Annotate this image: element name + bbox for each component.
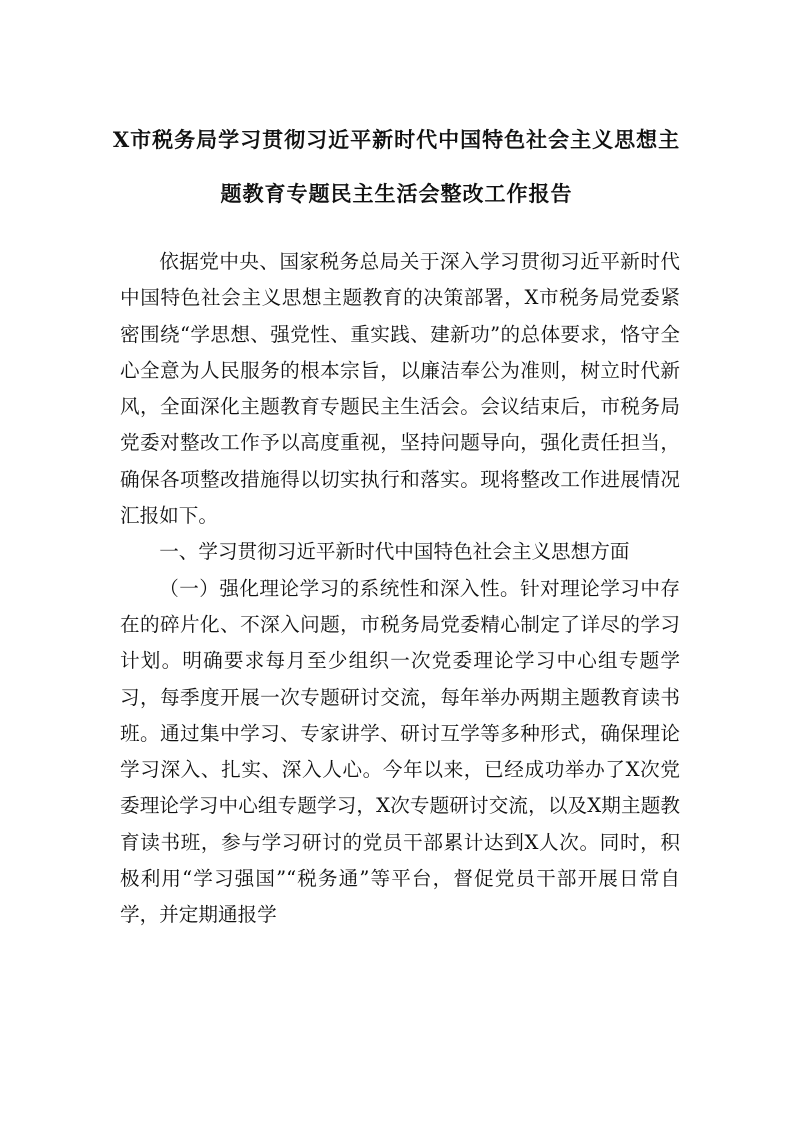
document-body bbox=[120, 244, 680, 934]
subsection-paragraph-1: （一）强化理论学习的系统性和深入性。针对理论学习中存在的碎片化、不深入问题，市税务局党委精心制定了详尽的学习计划。明确要求每月至少组织一次党委理论学习中心组专题学习，每季度开展一次专题研讨交流，每年举办两期主题教育读书班。通过集中学习、专家讲学、研讨互学等多种形式，确保理论学习深入、扎实、深入人心。今年以来，已经成功举办了X次党委理论学习中心组专题学习，X次专题研讨交流，以及X期主题教育读书班，参与学习研讨的党员干部累计达到X人次。同时，积极利用“学习强国”“税务通”等平台，督促党员干部开展日常自学，并定期通报学 bbox=[120, 576, 680, 927]
intro-paragraph: 依据党中央、国家税务总局关于深入学习贯彻习近平新时代中国特色社会主义思想主题教育的决策部署，X市税务局党委紧密围绕“学思想、强党性、重实践、建新功”的总体要求，恪守全心全意为人民服务的根本宗旨，以廉洁奉公为准则，树立时代新风，全面深化主题教育专题民主生活会。会议结束后，市税务局党委对整改工作予以高度重视，坚持问题导向，强化责任担当，确保各项整改措施得以切实执行和落实。现将整改工作进展情况汇报如下。 bbox=[120, 250, 680, 528]
section-heading-1: 一、学习贯彻习近平新时代中国特色社会主义思想方面 bbox=[159, 540, 630, 564]
document-title-line-1: X市税务局学习贯彻习近平新时代中国特色社会主义思想主 bbox=[112, 127, 681, 152]
document-title-line-2: 题教育专题民主生活会整改工作报告 bbox=[220, 181, 573, 206]
